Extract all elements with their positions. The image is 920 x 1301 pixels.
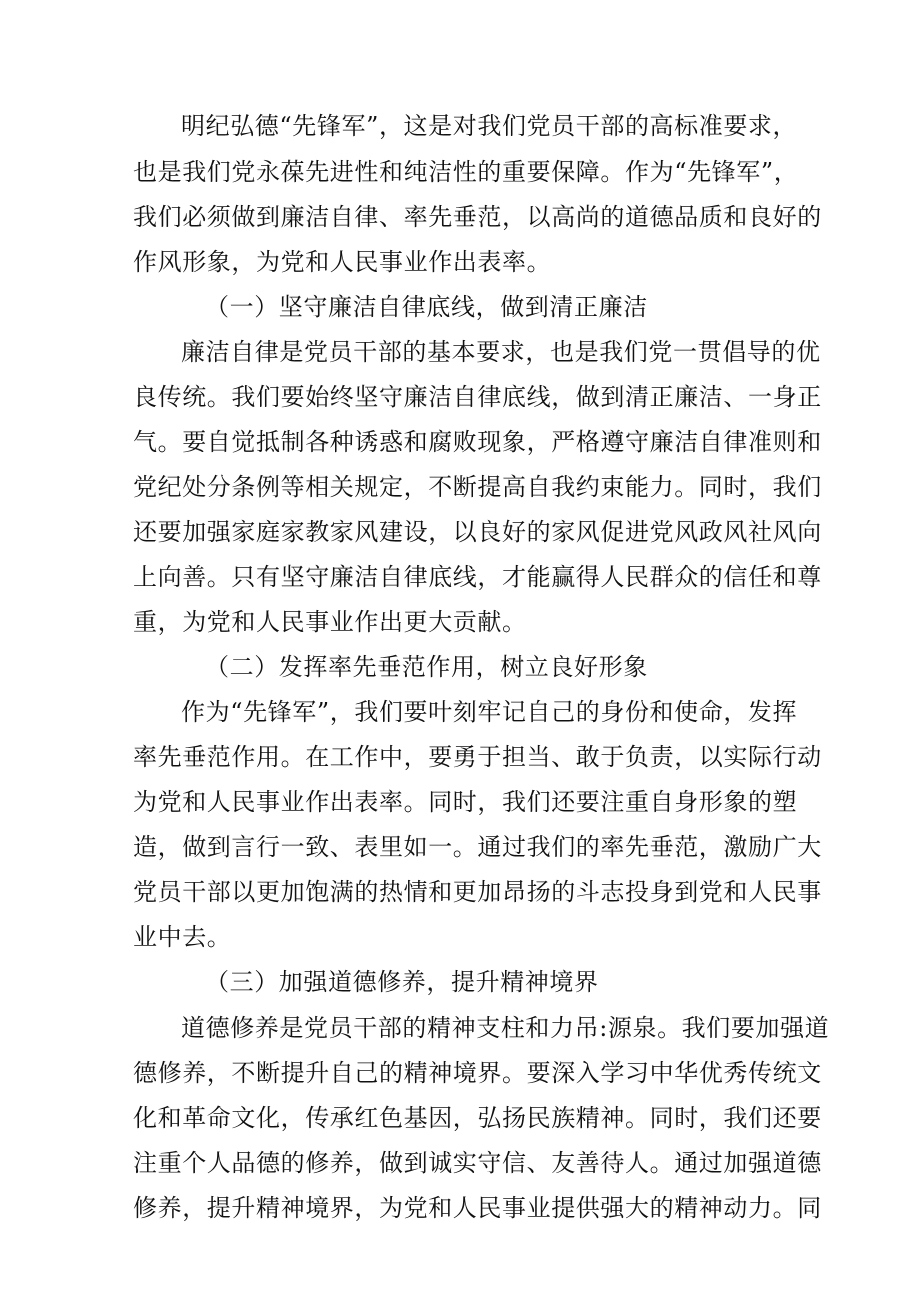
paragraph-line: 还要加强家庭家教家风建设，以良好的家风促进党风政风社风向 [133,518,822,546]
paragraph-line: 修养，提升精神境界，为党和人民事业提供强大的精神动力。同 [133,1194,822,1222]
paragraph-line: 德修养，不断提升自己的精神境界。要深入学习中华优秀传统文 [133,1059,822,1087]
paragraph-line: 气。要自觉抵制各种诱惑和腐败现象，严格遵守廉洁自律准则和 [133,428,822,456]
paragraph-line: 党员干部以更加饱满的热情和更加昂扬的斗志投身到党和人民事 [133,878,822,906]
paragraph-line: 党纪处分条例等相关规定，不断提高自我约束能力。同时，我们 [133,473,822,501]
paragraph-line: 重，为党和人民事业作出更大贡献。 [133,608,527,636]
section-heading-3: （三）加强道德修养，提升精神境界 [205,968,599,996]
paragraph-line: 也是我们党永葆先进性和纯洁性的重要保障。作为“先锋军”， [133,158,799,186]
paragraph-line: 业中去。 [133,923,232,951]
paragraph-line: 廉洁自律是党员干部的基本要求，也是我们党一贯倡导的优 [181,338,821,366]
paragraph-line: 注重个人品德的修养，做到诚实守信、友善待人。通过加强道德 [133,1149,822,1177]
paragraph-line: 造，做到言行一致、表里如一。通过我们的率先垂范，激励广大 [133,833,822,861]
paragraph-line: 上向善。只有坚守廉洁自律底线，才能赢得人民群众的信任和尊 [133,563,822,591]
paragraph-line: 率先垂范作用。在工作中，要勇于担当、敢于负责，以实际行动 [133,743,822,771]
paragraph-line: 我们必须做到廉洁自律、率先垂范，以高尚的道德品质和良好的 [133,203,822,231]
paragraph-line: 作风形象，为党和人民事业作出表率。 [133,248,552,276]
paragraph-line: 明纪弘德“先锋军”，这是对我们党员干部的高标准要求， [181,112,798,140]
section-heading-1: （一）坚守廉洁自律底线，做到清正廉洁 [205,293,648,321]
paragraph-line: 作为“先锋军”，我们要叶刻牢记自己的身份和使命，发挥 [181,698,798,726]
paragraph-line: 为党和人民事业作出表率。同时，我们还要注重自身形象的塑 [133,788,798,816]
paragraph-line: 道德修养是党员干部的精神支柱和力吊:源泉。我们要加强道 [181,1014,830,1042]
section-heading-2: （二）发挥率先垂范作用，树立良好形象 [205,653,648,681]
paragraph-line: 良传统。我们要始终坚守廉洁自律底线，做到清正廉洁、一身正 [133,383,822,411]
paragraph-line: 化和革命文化，传承红色基因，弘扬民族精神。同时，我们还要 [133,1104,822,1132]
